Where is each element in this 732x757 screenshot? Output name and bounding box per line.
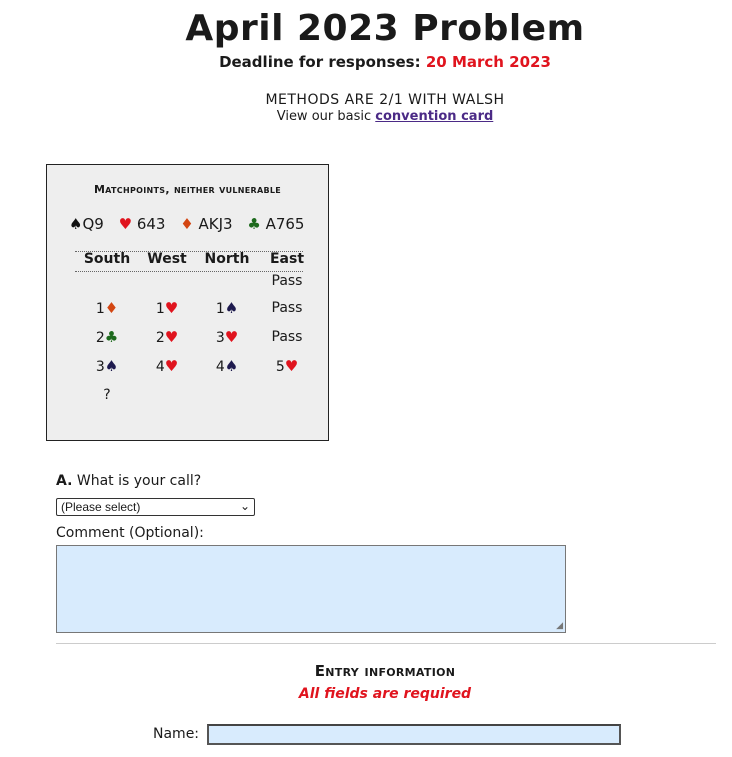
bid-level: 4	[215, 358, 225, 375]
divider	[56, 643, 716, 644]
auction-header: East	[269, 251, 305, 267]
auction-cell	[77, 269, 137, 293]
call-select-value: (Please select)	[61, 500, 141, 514]
spades-cards: Q9	[82, 215, 104, 233]
convention-card-link[interactable]: convention card	[375, 109, 494, 124]
diamonds-cards: AKJ3	[198, 215, 233, 233]
auction-cell	[257, 269, 317, 293]
bid-level: 4	[155, 358, 165, 375]
question	[56, 473, 201, 489]
auction-row	[77, 293, 317, 322]
bid-level: 3	[95, 358, 105, 375]
deadline-label: Deadline for responses:	[219, 53, 421, 71]
chevron-down-icon: ⌄	[239, 499, 250, 513]
clubs-cards: A765	[265, 215, 305, 233]
auction-cell	[77, 380, 137, 409]
question-label: A.	[56, 473, 73, 489]
auction-cell	[197, 269, 257, 293]
auction-cell	[257, 322, 317, 351]
auction-body	[77, 269, 317, 409]
problem-box	[46, 164, 329, 441]
auction-header: West	[147, 251, 187, 267]
conditions: Matchpoints, neither vulnerable	[93, 183, 282, 196]
auction-cell	[137, 293, 197, 322]
auction-cell	[197, 293, 257, 322]
call-select[interactable]	[56, 498, 255, 516]
diamond-icon: ♦	[180, 215, 194, 233]
auction-cell	[197, 322, 257, 351]
resize-grip-icon[interactable]: ◢	[556, 621, 563, 631]
hand-hearts	[119, 215, 166, 233]
bid-level: 1	[155, 300, 165, 317]
auction-cell	[137, 269, 197, 293]
heart-icon: ♥	[164, 298, 179, 317]
deadline	[0, 53, 732, 71]
question-text: What is your call?	[76, 473, 202, 489]
bid-level: Pass	[271, 299, 303, 316]
comment-textarea[interactable]	[56, 545, 566, 633]
required-note: All fields are required	[298, 686, 472, 702]
auction-cell	[257, 351, 317, 380]
name-label: Name:	[153, 726, 200, 742]
bid-level: 1	[95, 300, 105, 317]
heart-icon: ♥	[224, 327, 239, 346]
auction-row	[77, 351, 317, 380]
comment-label: Comment (Optional):	[56, 525, 204, 541]
heart-icon: ♥	[164, 327, 179, 346]
bid-level: Pass	[271, 273, 303, 289]
diamond-icon: ♦	[104, 298, 119, 317]
bid-level: 3	[215, 329, 225, 346]
auction-cell	[137, 380, 197, 409]
deadline-date: 20 March 2023	[425, 53, 551, 71]
auction-row	[77, 322, 317, 351]
auction-cell	[197, 380, 257, 409]
bid-level: 2	[155, 329, 165, 346]
spade-icon: ♠	[69, 215, 83, 233]
bid-level: Pass	[271, 328, 303, 345]
heart-icon: ♥	[164, 356, 179, 375]
bid-level: 1	[215, 300, 225, 317]
spade-icon: ♠	[224, 356, 239, 375]
auction-header: South	[83, 251, 131, 267]
auction-cell	[257, 380, 317, 409]
auction-header: North	[204, 251, 250, 267]
hand-clubs	[247, 215, 304, 233]
page-title: April 2023 Problem	[185, 8, 585, 49]
auction-cell	[197, 351, 257, 380]
auction-cell	[257, 293, 317, 322]
methods-note: METHODS ARE 2/1 WITH WALSH	[265, 92, 505, 108]
spade-icon: ♠	[224, 298, 239, 317]
auction-cell	[77, 293, 137, 322]
hand-diamonds	[180, 215, 232, 233]
convention-line	[0, 109, 732, 124]
hand-spades	[69, 215, 104, 233]
bid-level: ?	[103, 386, 111, 403]
auction-table	[77, 251, 317, 409]
auction-cell	[77, 322, 137, 351]
heart-icon: ♥	[284, 356, 299, 375]
club-icon: ♣	[247, 215, 261, 233]
auction-row	[77, 380, 317, 409]
club-icon: ♣	[104, 327, 119, 346]
auction-cell	[137, 322, 197, 351]
hearts-cards: 643	[136, 215, 166, 233]
name-input[interactable]	[207, 724, 621, 745]
auction-cell	[137, 351, 197, 380]
entry-title: Entry information	[314, 662, 456, 680]
bid-level: 2	[95, 329, 105, 346]
hand	[69, 215, 314, 233]
bid-level: 5	[275, 358, 285, 375]
heart-icon: ♥	[118, 215, 133, 233]
spade-icon: ♠	[104, 356, 119, 375]
auction-row	[77, 269, 317, 293]
convention-prefix: View our basic	[276, 109, 372, 124]
auction-cell	[77, 351, 137, 380]
